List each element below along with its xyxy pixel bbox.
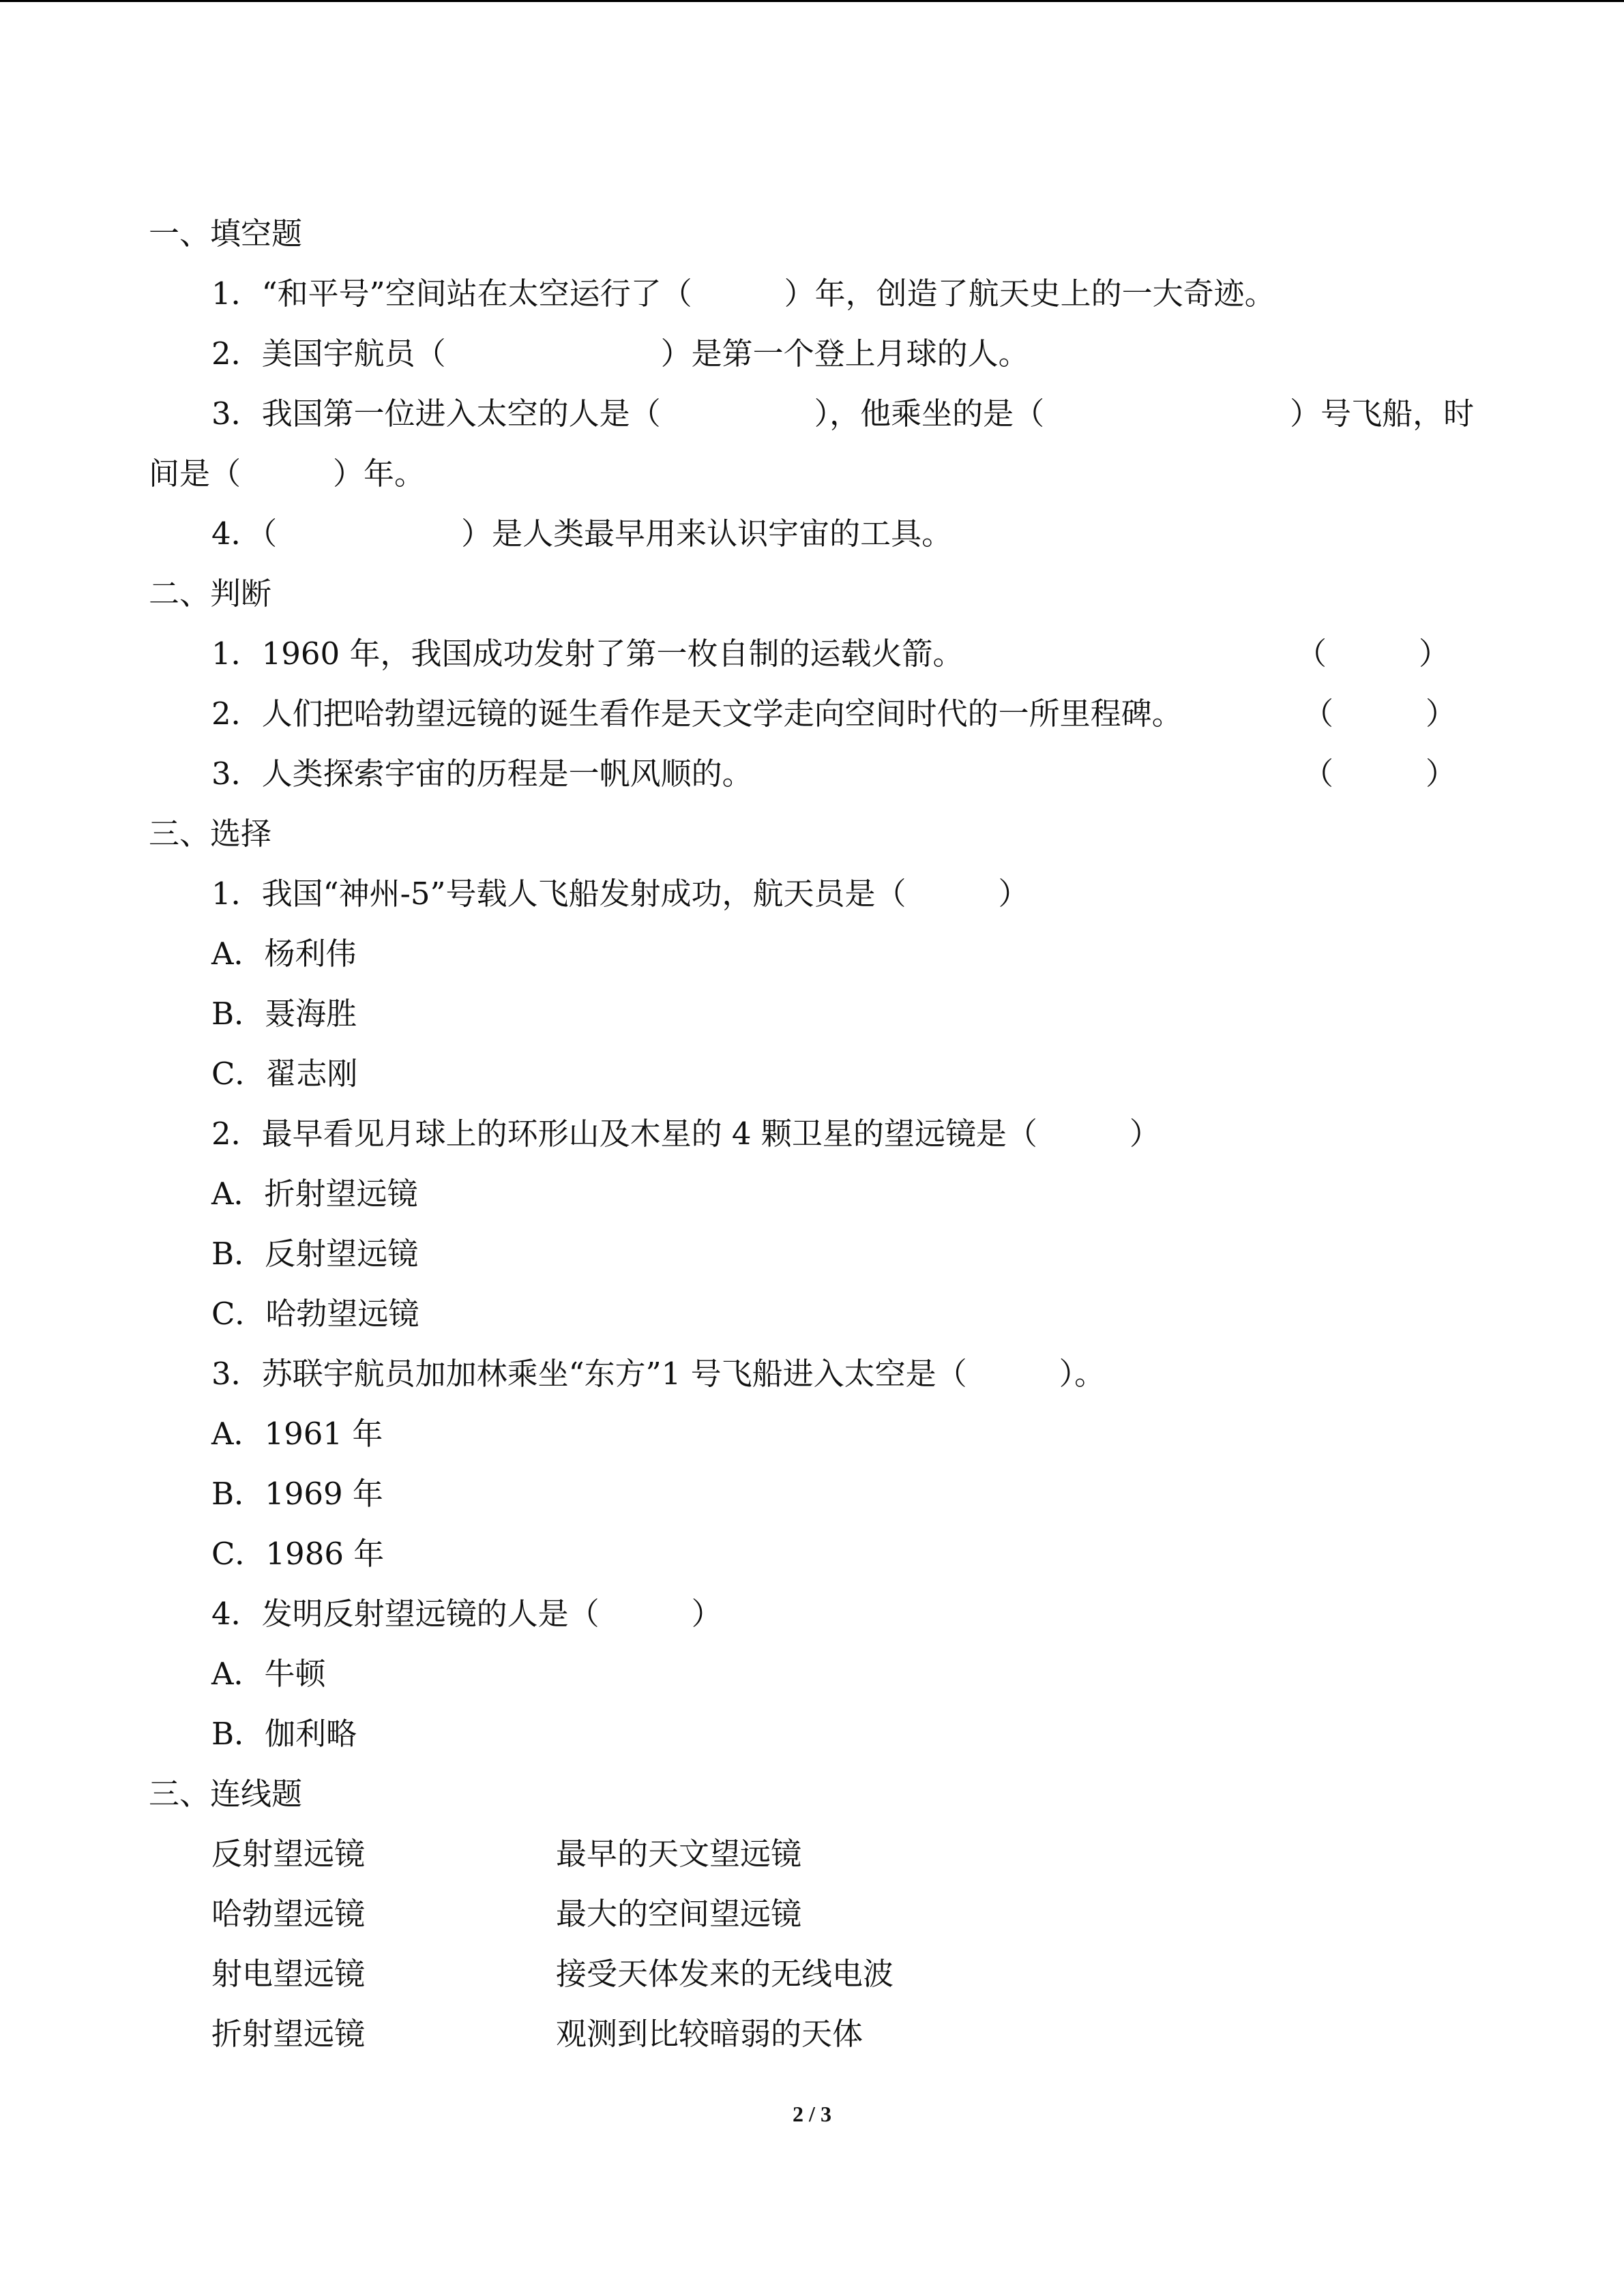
section-heading-choice: 三、选择 xyxy=(149,816,272,852)
choice-question-1: 1．我国“神州-5”号载人飞船发射成功，航天员是（ ） xyxy=(211,876,1029,912)
page-top-border xyxy=(0,0,1624,2)
choice-q2-option-b: B．反射望远镜 xyxy=(211,1236,419,1272)
choice-q3-option-c: C．1986 年 xyxy=(211,1536,385,1572)
section-heading-match: 三、连线题 xyxy=(149,1776,303,1812)
choice-q3-option-a: A．1961 年 xyxy=(211,1416,383,1452)
match-left-item: 反射望远镜 xyxy=(211,1836,366,1872)
choice-q2-option-a: A．折射望远镜 xyxy=(211,1176,418,1212)
judge-question-3: 3．人类探索宇宙的历程是一帆风顺的。 xyxy=(211,756,753,792)
match-right-item: 观测到比较暗弱的天体 xyxy=(556,2016,863,2052)
choice-q4-option-a: A．牛顿 xyxy=(211,1656,326,1692)
match-right-item: 最早的天文望远镜 xyxy=(556,1836,802,1872)
fill-question-3-line-2: 间是（ ）年。 xyxy=(149,456,426,492)
fill-question-2: 2．美国宇航员（ ）是第一个登上月球的人。 xyxy=(211,336,1029,372)
page-number: 2 / 3 xyxy=(793,2102,831,2126)
match-right-item: 接受天体发来的无线电波 xyxy=(556,1956,894,1992)
match-left-item: 折射望远镜 xyxy=(211,2016,366,2052)
choice-q1-option-b: B．聂海胜 xyxy=(211,996,357,1032)
section-heading-judge: 二、判断 xyxy=(149,576,272,612)
fill-question-3-line-1: 3．我国第一位进入太空的人是（ ），他乘坐的是（ ）号飞船，时 xyxy=(211,396,1475,432)
choice-question-4: 4．发明反射望远镜的人是（ ） xyxy=(211,1596,722,1632)
fill-question-1: 1．“和平号”空间站在太空运行了（ ）年，创造了航天史上的一大奇迹。 xyxy=(211,275,1275,312)
choice-q4-option-b: B．伽利略 xyxy=(211,1716,357,1752)
match-right-item: 最大的空间望远镜 xyxy=(556,1896,802,1932)
match-left-item: 哈勃望远镜 xyxy=(211,1896,366,1932)
judge-question-2: 2．人们把哈勃望远镜的诞生看作是天文学走向空间时代的一所里程碑。 xyxy=(211,696,1183,732)
choice-q1-option-c: C．翟志刚 xyxy=(211,1056,358,1092)
choice-q1-option-a: A．杨利伟 xyxy=(211,936,357,972)
match-left-item: 射电望远镜 xyxy=(211,1956,366,1992)
judge-answer-blank-1: （ ） xyxy=(1296,636,1450,672)
fill-question-4: 4．（ ）是人类最早用来认识宇宙的工具。 xyxy=(211,516,953,552)
section-heading-fill: 一、填空题 xyxy=(149,215,303,252)
choice-question-2: 2．最早看见月球上的环形山及木星的 4 颗卫星的望远镜是（ ） xyxy=(211,1116,1160,1152)
choice-q3-option-b: B．1969 年 xyxy=(211,1476,383,1512)
choice-q2-option-c: C．哈勃望远镜 xyxy=(211,1296,419,1332)
judge-question-1: 1．1960 年，我国成功发射了第一枚自制的运载火箭。 xyxy=(211,636,964,672)
choice-question-3: 3．苏联宇航员加加林乘坐“东方”1 号飞船进入太空是（ ）。 xyxy=(211,1356,1106,1392)
judge-answer-blank-2: （ ） xyxy=(1303,696,1457,732)
judge-answer-blank-3: （ ） xyxy=(1303,756,1457,792)
